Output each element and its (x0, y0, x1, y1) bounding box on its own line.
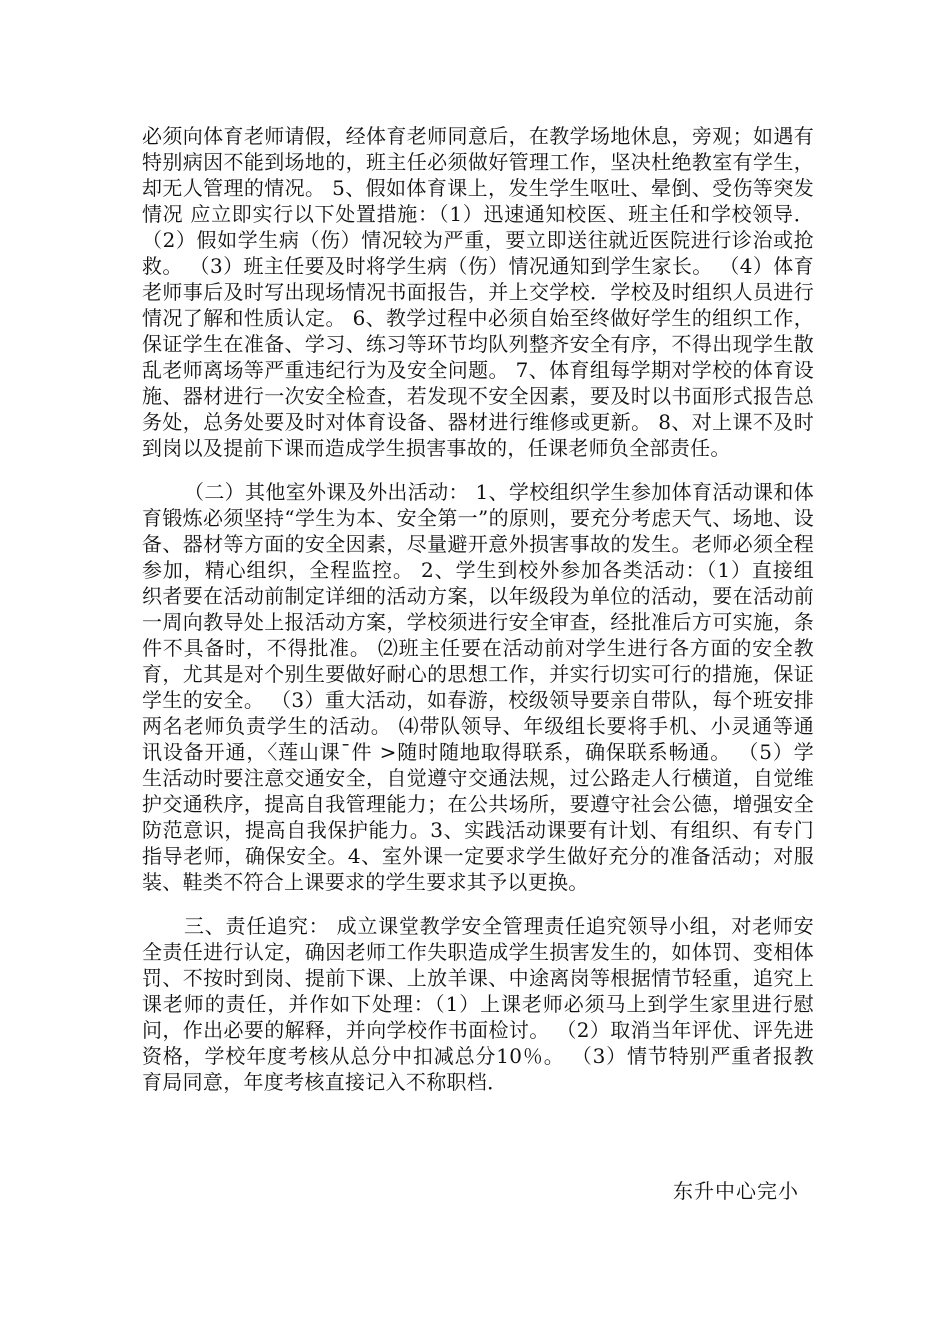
school-signature: 东升中心完小 (673, 1179, 799, 1203)
document-body (142, 123, 814, 1095)
paragraph-pe-class-safety: 必须向体育老师请假，经体育老师同意后，在教学场地休息，旁观；如遇有特别病因不能到场地的，班主任必须做好管理工作，坚决杜绝教室有学生，却无人管理的情况。 5、假如体育课上，发生学生呕吐、晕倒、受伤等突发情况 应立即实行以下处置措施：（1）迅速通知校医、班主任和学校领导．（2）假如学生病（伤）情况较为严重，要立即送往就近医院进行诊治或抢救。 （3）班主任要及时将学生病（伤）情况通知到学生家长。 （4）体育老师事后及时写出现场情况书面报告，并上交学校．学校及时组织人员进行情况了解和性质认定。 6、教学过程中必须自始至终做好学生的组织工作，保证学生在准备、学习、练习等环节均队列整齐安全有序，不得出现学生散乱老师离场等严重违纪行为及安全问题。 7、体育组每学期对学校的体育设施、器材进行一次安全检查，若发现不安全因素，要及时以书面形式报告总务处，总务处要及时对体育设备、器材进行维修或更新。 8、对上课不及时到岗以及提前下课而造成学生损害事故的，任课老师负全部责任。 (142, 124, 814, 460)
paragraph-outdoor-activities: （二）其他室外课及外出活动： 1、学校组织学生参加体育活动课和体育锻炼必须坚持“学生为本、安全第一”的原则，要充分考虑天气、场地、设备、器材等方面的安全因素，尽量避开意外损害事故的发生。老师必须全程参加，精心组织，全程监控。 2、学生到校外参加各类活动：（1）直接组织者要在活动前制定详细的活动方案，以年级段为单位的活动，要在活动前一周向教导处上报活动方案，学校须进行安全审查，经批准后方可实施，条件不具备时，不得批准。 ⑵班主任要在活动前对学生进行各方面的安全教育，尤其是对个别生要做好耐心的思想工作，并实行切实可行的措施，保证学生的安全。 （3）重大活动，如春游，校级领导要亲自带队，每个班安排两名老师负责学生的活动。 ⑷带队领导、年级组长要将手机、小灵通等通讯设备开通，〈莲山课¯件 >随时随地取得联系，确保联系畅通。 （5）学生活动时要注意交通安全，自觉遵守交通法规，过公路走人行横道，自觉维护交通秩序，提高自我管理能力；在公共场所，要遵守社会公德，增强安全防范意识，提高自我保护能力。3、实践活动课要有计划、有组织、有专门指导老师，确保安全。4、室外课一定要求学生做好充分的准备活动；对服装、鞋类不符合上课要求的学生要求其予以更换。 (142, 480, 814, 894)
paragraph-accountability: 三、责任追究： 成立课堂教学安全管理责任追究领导小组，对老师安全责任进行认定，确因老师工作失职造成学生损害发生的，如体罚、变相体罚、不按时到岗、提前下课、上放羊课、中途离岗等根据情节轻重，追究上课老师的责任，并作如下处理：（1）上课老师必须马上到学生家里进行慰问，作出必要的解释，并向学校作书面检讨。 （2）取消当年评优、评先进资格，学校年度考核从总分中扣减总分10％。 （3）情节特别严重者报教育局同意，年度考核直接记入不称职档． (142, 914, 814, 1094)
